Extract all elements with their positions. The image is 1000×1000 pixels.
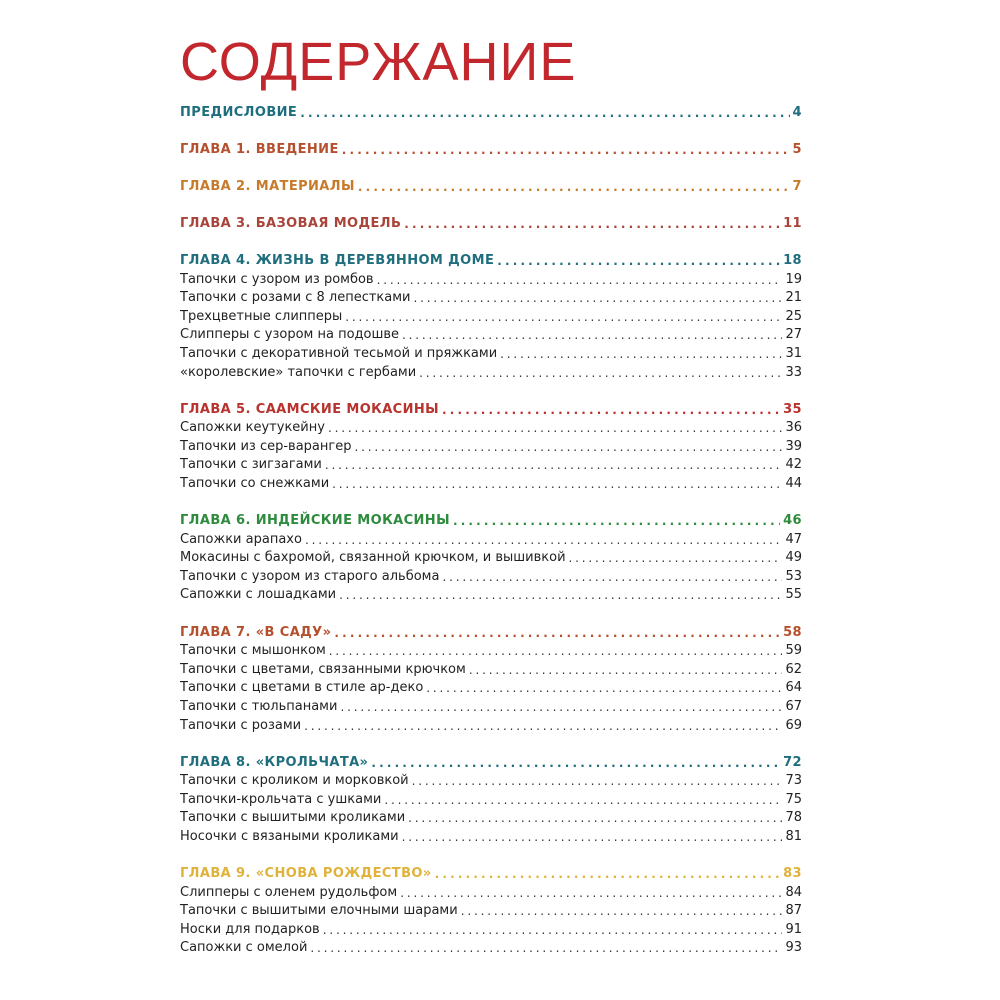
toc-entry-label: Тапочки с узором из ромбов [180, 271, 374, 287]
toc-entry[interactable] [180, 361, 802, 380]
dot-leader [453, 514, 780, 528]
dot-leader [469, 663, 783, 677]
dot-leader [342, 143, 790, 157]
toc-entry[interactable] [180, 435, 802, 454]
toc-chapter[interactable] [180, 175, 802, 194]
toc-entry[interactable] [180, 305, 802, 324]
section-spacer [180, 844, 802, 863]
toc-entry[interactable] [180, 565, 802, 584]
toc-entry[interactable] [180, 695, 802, 714]
toc-entry-page-number: 64 [785, 680, 802, 696]
toc-entry-label: Тапочки с вышитыми елочными шарами [180, 903, 458, 919]
toc-entry-label: Трехцветные слипперы [180, 308, 343, 324]
toc-entry-page-number: 33 [785, 364, 802, 380]
dot-leader [442, 570, 782, 584]
toc-entry-label: Тапочки со снежками [180, 476, 330, 491]
toc-entry-page-number: 21 [785, 290, 802, 306]
toc-chapter-page-number: 11 [783, 215, 802, 231]
toc-chapter-page-number: 58 [783, 624, 802, 640]
toc-entry[interactable] [180, 528, 802, 547]
section-spacer [180, 491, 802, 510]
dot-leader [345, 310, 782, 324]
toc-entry-label: Тапочки с кроликом и морковкой [180, 773, 409, 789]
toc-chapter-page-number: 46 [783, 513, 802, 529]
toc-chapter-label: ГЛАВА 5. СААМСКИЕ МОКАСИНЫ [180, 401, 440, 417]
toc-entry[interactable] [180, 770, 802, 789]
toc-entry-page-number: 93 [785, 940, 802, 956]
toc-chapter-label: ГЛАВА 4. ЖИЗНЬ В ДЕРЕВЯННОМ ДОМЕ [180, 252, 495, 268]
toc-chapter[interactable] [180, 138, 802, 157]
toc-entry-label: Тапочки с розами [180, 717, 302, 733]
toc-chapter-page-number: 35 [783, 401, 802, 417]
section-spacer [180, 602, 802, 621]
toc-entry-label: Тапочки с цветами, связанными крючком [180, 661, 466, 677]
toc-entry-label: Слипперы с узором на подошве [180, 327, 400, 343]
dot-leader [404, 217, 780, 231]
toc-entry[interactable] [180, 881, 802, 900]
dot-leader [500, 347, 782, 361]
toc-entry-page-number: 59 [785, 643, 802, 659]
toc-entry-label: Сапожки с омелой [180, 940, 308, 956]
dot-leader [426, 681, 782, 695]
toc-chapter-label: ГЛАВА 1. ВВЕДЕНИЕ [180, 141, 339, 157]
toc-entry-page-number: 67 [785, 698, 802, 714]
toc-chapter-label: ГЛАВА 7. «В САДУ» [180, 624, 332, 640]
toc-entry[interactable] [180, 825, 802, 844]
toc-entry[interactable] [180, 640, 802, 659]
toc-entry[interactable] [180, 547, 802, 566]
section-spacer [180, 194, 802, 213]
toc-chapter[interactable] [180, 101, 802, 120]
toc-chapter[interactable] [180, 510, 802, 529]
toc-chapter-label: ГЛАВА 6. ИНДЕЙСКИЕ МОКАСИНЫ [180, 513, 450, 529]
toc-entry-page-number: 42 [785, 457, 802, 473]
toc-entry-label: Носочки с вязаными кроликами [180, 829, 399, 844]
dot-leader [442, 403, 780, 417]
toc-entry-page-number: 36 [785, 420, 802, 436]
toc-entry-page-number: 87 [785, 903, 802, 919]
toc-entry[interactable] [180, 454, 802, 473]
dot-leader [400, 886, 782, 900]
toc-entry[interactable] [180, 268, 802, 287]
dot-leader [339, 588, 782, 602]
toc-chapter-page-number: 83 [783, 866, 802, 882]
dot-leader [384, 793, 782, 807]
toc-entry[interactable] [180, 918, 802, 937]
toc-chapter[interactable] [180, 751, 802, 770]
dot-leader [354, 440, 782, 454]
dot-leader [419, 366, 782, 380]
dot-leader [377, 273, 783, 287]
dot-leader [371, 756, 780, 770]
toc-chapter-label: ПРЕДИСЛОВИЕ [180, 104, 298, 120]
toc-entry-label: Тапочки с узором из старого альбома [180, 568, 440, 584]
dot-leader [323, 923, 783, 937]
toc-entry-page-number: 62 [785, 661, 802, 677]
toc-chapter-page-number: 18 [783, 252, 802, 268]
section-spacer [180, 380, 802, 399]
toc-entry-page-number: 31 [785, 345, 802, 361]
dot-leader [461, 904, 783, 918]
toc-entry[interactable] [180, 472, 802, 491]
toc-chapter[interactable] [180, 212, 802, 231]
dot-leader [310, 941, 782, 955]
toc-entry-page-number: 69 [785, 717, 802, 733]
toc-entry[interactable] [180, 788, 802, 807]
toc-entry-page-number: 53 [785, 568, 802, 584]
toc-entry-label: Тапочки с розами с 8 лепестками [180, 290, 411, 306]
toc-entry-label: Сапожки арапахо [180, 531, 302, 547]
toc-entry-page-number: 55 [785, 587, 802, 603]
toc-entry-page-number: 49 [785, 550, 802, 566]
toc-entry-page-number: 47 [785, 531, 802, 547]
toc-chapter-page-number: 4 [792, 104, 802, 120]
toc-entry-label: Носки для подарков [180, 921, 320, 937]
dot-leader [325, 458, 783, 472]
toc-entry-page-number: 75 [785, 791, 802, 807]
toc-chapter[interactable] [180, 249, 802, 268]
toc-entry-page-number: 73 [785, 773, 802, 789]
dot-leader [358, 180, 790, 194]
toc-entry[interactable] [180, 714, 802, 733]
toc-entry-label: Тапочки с цветами в стиле ар-деко [180, 680, 424, 696]
toc-chapter-label: ГЛАВА 8. «КРОЛЬЧАТА» [180, 754, 369, 770]
toc-chapter-page-number: 7 [792, 178, 802, 194]
dot-leader [412, 774, 783, 788]
toc-entry-label: Тапочки с вышитыми кроликами [180, 810, 406, 826]
toc-entry[interactable] [180, 677, 802, 696]
toc-entry-label: «королевские» тапочки с гербами [180, 364, 417, 380]
toc-chapter-page-number: 72 [783, 754, 802, 770]
toc-chapter[interactable] [180, 863, 802, 882]
toc-entry-page-number: 81 [785, 829, 802, 844]
toc-entry-page-number: 39 [785, 438, 802, 454]
toc-entry-label: Тапочки с зигзагами [180, 457, 322, 473]
toc-chapter-label: ГЛАВА 2. МАТЕРИАЛЫ [180, 178, 355, 194]
toc-chapter[interactable] [180, 398, 802, 417]
section-spacer [180, 120, 802, 139]
toc-entry[interactable] [180, 342, 802, 361]
toc-entry-page-number: 78 [785, 810, 802, 826]
dot-leader [402, 328, 782, 342]
toc-entry-page-number: 27 [785, 327, 802, 343]
toc-entry-label: Тапочки с тюльпанами [180, 698, 338, 714]
dot-leader [300, 106, 789, 120]
toc-entry-label: Тапочки-крольчата с ушками [180, 791, 382, 807]
section-spacer [180, 733, 802, 752]
toc-entry[interactable] [180, 807, 802, 826]
toc-entry-page-number: 19 [785, 271, 802, 287]
toc-entry-label: Тапочки с мышонком [180, 643, 326, 659]
toc-chapter-label: ГЛАВА 9. «СНОВА РОЖДЕСТВО» [180, 866, 432, 882]
dot-leader [414, 291, 783, 305]
toc-entry-label: Тапочки с декоративной тесьмой и пряжками [180, 345, 498, 361]
toc-entry-label: Тапочки из сер-варангер [180, 438, 352, 454]
dot-leader [304, 719, 782, 733]
toc-entry[interactable] [180, 324, 802, 343]
toc-entry-page-number: 84 [785, 884, 802, 900]
toc-entry[interactable] [180, 417, 802, 436]
dot-leader [340, 700, 782, 714]
table-of-contents [180, 101, 802, 955]
dot-leader [329, 644, 783, 658]
toc-chapter-page-number: 5 [792, 141, 802, 157]
toc-entry[interactable] [180, 584, 802, 603]
toc-entry-label: Слипперы с оленем рудольфом [180, 884, 398, 900]
toc-chapter[interactable] [180, 621, 802, 640]
dot-leader [305, 533, 783, 547]
dot-leader [435, 867, 780, 881]
toc-entry[interactable] [180, 287, 802, 306]
toc-entry[interactable] [180, 937, 802, 956]
dot-leader [328, 421, 783, 435]
toc-entry[interactable] [180, 900, 802, 919]
toc-chapter-label: ГЛАВА 3. БАЗОВАЯ МОДЕЛЬ [180, 215, 402, 231]
dot-leader [402, 830, 783, 844]
section-spacer [180, 157, 802, 176]
toc-entry[interactable] [180, 658, 802, 677]
dot-leader [569, 551, 783, 565]
toc-entry-label: Сапожки с лошадками [180, 587, 337, 603]
toc-entry-label: Мокасины с бахромой, связанной крючком, и вышивкой [180, 550, 566, 566]
toc-entry-page-number: 91 [785, 921, 802, 937]
toc-entry-label: Сапожки кеутукейну [180, 420, 325, 436]
dot-leader [408, 811, 782, 825]
section-spacer [180, 231, 802, 250]
dot-leader [497, 254, 780, 268]
dot-leader [334, 626, 780, 640]
page-title: СОДЕРЖАНИЕ [180, 32, 577, 92]
toc-entry-page-number: 44 [785, 476, 802, 491]
toc-entry-page-number: 25 [785, 308, 802, 324]
dot-leader [332, 477, 782, 491]
